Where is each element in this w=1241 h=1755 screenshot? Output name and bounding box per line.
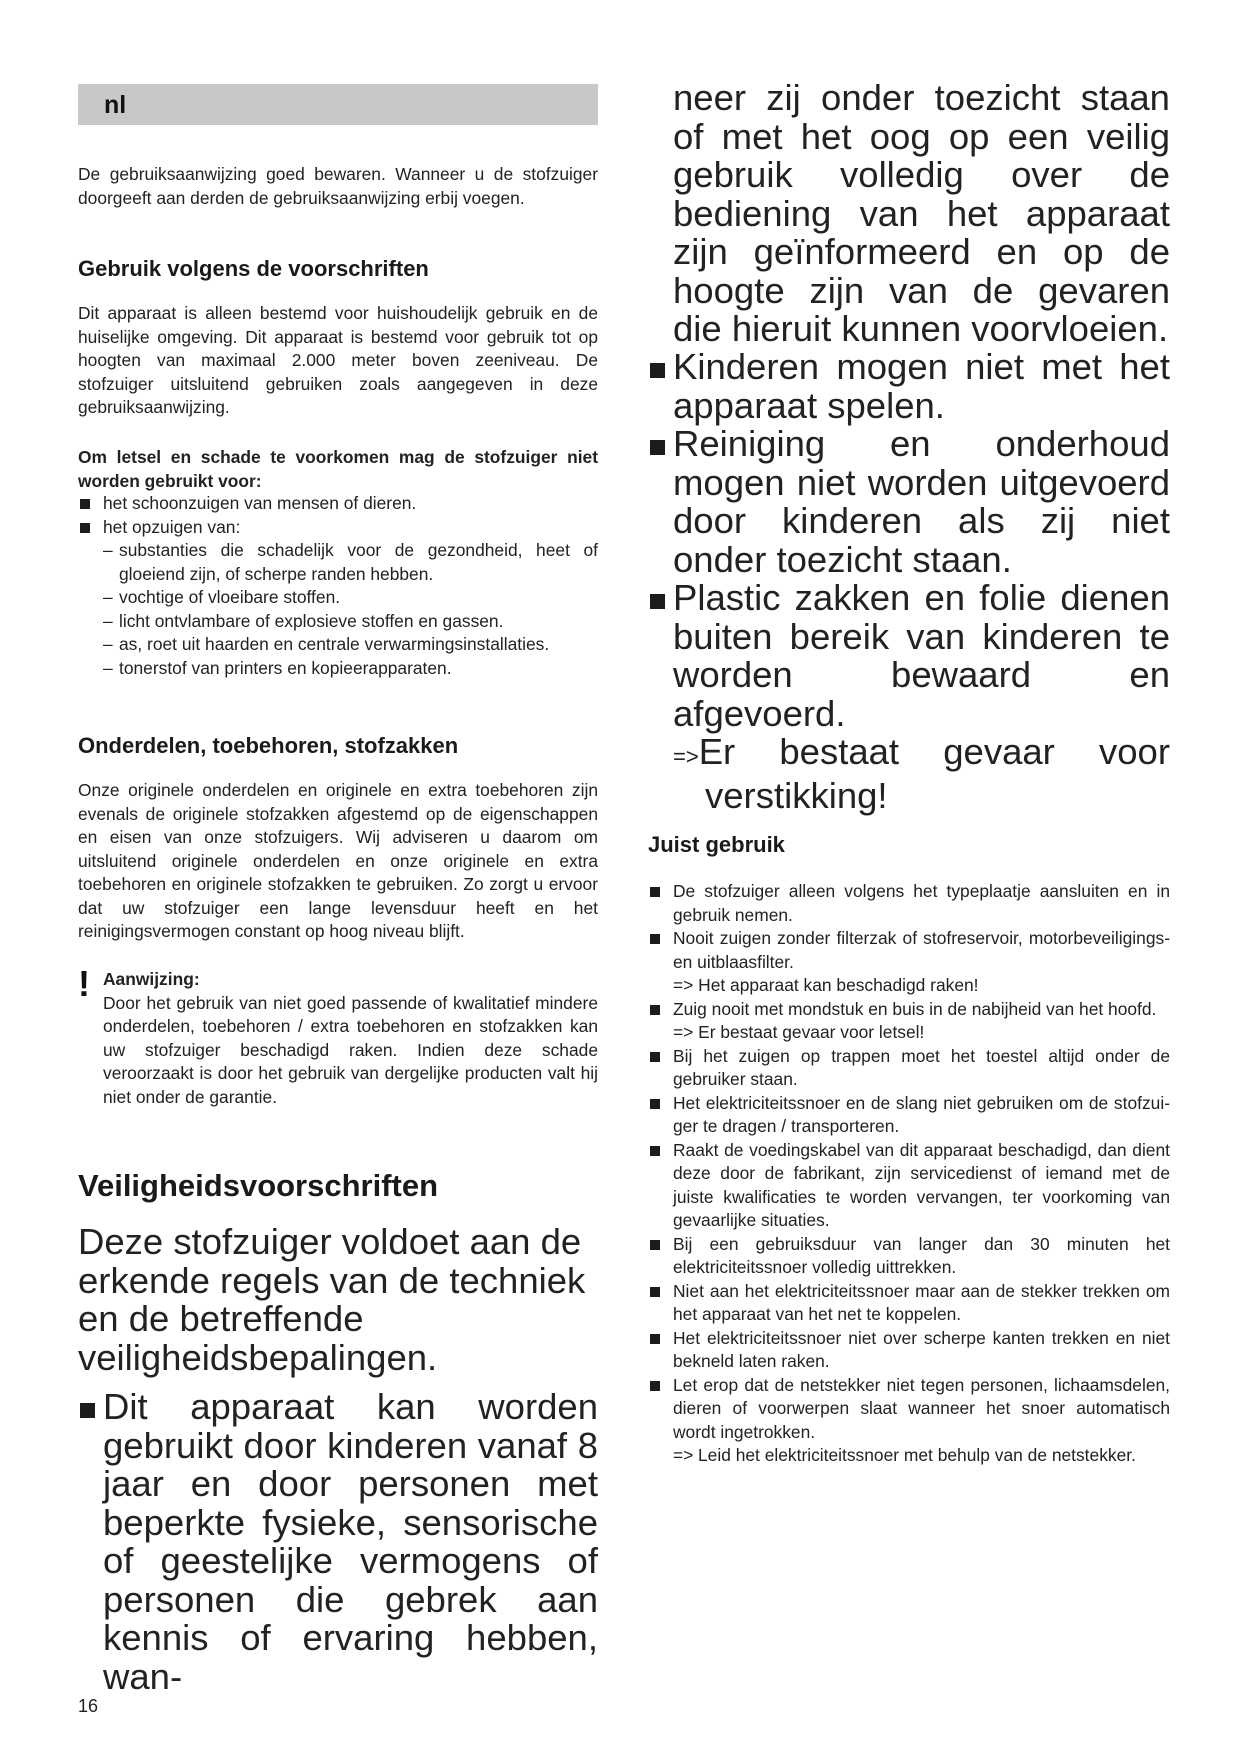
- list-item: Plastic zakken en folie dienen buiten bereik van kinderen te worden bewaard en afgevoerd.: [648, 579, 1170, 733]
- sub-list-item: – as, roet uit haarden en centrale verwarmingsinstallaties.: [103, 633, 598, 657]
- bullet-square-icon: [650, 887, 660, 897]
- note-body: Door het gebruik van niet goed passende of kwalitatief mindere onderdelen, toebehoren / extra toebehoren en stofzakken kan uw stofzuiger beschadigd raken. Indien deze schade veroorzaakt is door het gebruik van dergelijke producten valt hij niet onder de garantie.: [103, 992, 598, 1107]
- list-item: het schoonzuigen van mensen of dieren.: [78, 492, 598, 516]
- page-number: 16: [78, 1696, 99, 1716]
- use-body: Dit apparaat is alleen bestemd voor huishoudelijk gebruik en de huiselijke omgeving. Dit apparaat is bestemd voor gebruik tot op hoogten van maximaal 2.000 meter boven zeeniveau. De stofzuiger uitsluitend gebruiken zoals aangegeven in deze gebruiksaanwijzing.: [78, 303, 598, 417]
- list-item: Bij het zuigen op trappen moet het toestel altijd onder de gebruiker staan.: [648, 1045, 1170, 1092]
- arrow-icon: =>: [673, 1445, 694, 1465]
- list-item: Nooit zuigen zonder filterzak of stofreservoir, motorbeveiligings- en uitblaasfilter.: [648, 927, 1170, 974]
- correct-use-list: [648, 880, 1170, 1468]
- intro-text: De gebruiksaanwijzing goed bewaren. Wanneer u de stofzuiger doorgeeft aan derden de gebruiksaanwijzing erbij voegen.: [78, 164, 598, 208]
- section-title-parts: Onderdelen, toebehoren, stofzakken: [78, 733, 459, 758]
- bullet-square-icon: [80, 523, 90, 533]
- bullet-square-icon: [650, 1099, 660, 1109]
- list-item: Let erop dat de netstekker niet tegen personen, lichaamsdelen, dieren of voorwerpen slaat wanneer het snoer automatisch wordt ingetrokken.: [648, 1374, 1170, 1445]
- bullet-square-icon: [650, 1052, 660, 1062]
- bullet-square-icon: [80, 1403, 95, 1418]
- list-item: Zuig nooit met mondstuk en buis in de nabijheid van het hoofd.: [648, 998, 1170, 1022]
- bullet-square-icon: [650, 1146, 660, 1156]
- use-warning-intro: Om letsel en schade te voorkomen mag de stofzuiger niet worden gebruikt voor:: [78, 447, 598, 491]
- bullet-square-icon: [650, 363, 665, 378]
- section-title-correct-use: Juist gebruik: [648, 832, 785, 857]
- exclamation-icon: !: [78, 963, 90, 1004]
- bullet-square-icon: [650, 594, 665, 609]
- bullet-square-icon: [650, 934, 660, 944]
- section-title-safety: Veiligheidsvoorschriften: [78, 1168, 439, 1203]
- use-list: [78, 492, 598, 680]
- warning-line: => Er bestaat gevaar voor letsel!: [673, 1022, 925, 1042]
- list-item: Dit apparaat kan worden gebruikt door kinderen vanaf 8 jaar en door personen met beperkte fysieke, sensorische of geestelijke vermogens of personen die gebrek aan kennis of ervaring hebben, wan-: [78, 1388, 598, 1696]
- safety-item1-continued: neer zij onder toezicht staan of met het oog op een veilig gebruik volledig over de bediening van het apparaat zijn geïnformeerd en op de hoogte zijn van de gevaren die hieruit kunnen voorvloeien.: [673, 77, 1170, 349]
- bullet-square-icon: [650, 1334, 660, 1344]
- suffocation-warning: =>Er bestaat gevaar voor verstikking!: [673, 731, 1170, 816]
- note-block: [78, 963, 598, 1109]
- list-item: Bij een gebruiksduur van langer dan 30 minuten het elektriciteitssnoer volledig uittrekken.: [648, 1233, 1170, 1280]
- safety-lead: Deze stofzuiger voldoet aan de erkende regels van de techniek en de betreffende veiligheidsbepalingen.: [78, 1221, 586, 1378]
- sub-list-item: – licht ontvlambare of explosieve stoffen en gassen.: [103, 610, 598, 634]
- list-item: Raakt de voedingskabel van dit apparaat beschadigd, dan dient deze door de fabrikant, zijn servicedienst of iemand met de juiste kwalificaties te worden vervangen, ter voorkoming van gevaarlijke situaties.: [648, 1139, 1170, 1233]
- list-item: De stofzuiger alleen volgens het typeplaatje aansluiten en in gebruik nemen.: [648, 880, 1170, 927]
- section-title-use: Gebruik volgens de voorschriften: [78, 256, 429, 281]
- warning-line: => Leid het elektriciteitssnoer met behulp van de netstekker.: [648, 1444, 1170, 1468]
- bullet-square-icon: [650, 1381, 660, 1391]
- safety-list-right: [648, 348, 1170, 815]
- sub-list-item: – substanties die schadelijk voor de gezondheid, heet of gloeiend zijn, of scherpe randen hebben.: [103, 539, 598, 586]
- bullet-square-icon: [80, 499, 90, 509]
- bullet-square-icon: [650, 440, 665, 455]
- list-item: het opzuigen van:: [78, 516, 598, 540]
- list-item: Reiniging en onderhoud mogen niet worden uitgevoerd door kinderen als zij niet onder toezicht staan.: [648, 425, 1170, 579]
- parts-body: Onze originele onderdelen en originele en extra toebehoren zijn evenals de originele stofzakken afgestemd op de eigenschappen en eisen van onze stofzuigers. Wij adviseren u daarom om uitsluitend originele onderdelen en onze originele en extra toebehoren en originele stofzakken te gebruiken. Zo zorgt u ervoor dat uw stofzuiger een lange levensduur heeft en het reinigingsvermogen constant op hoog niveau blijft.: [78, 780, 598, 941]
- warning-line: => Het apparaat kan beschadigd raken!: [673, 975, 979, 995]
- left-column: [78, 0, 598, 1697]
- sub-list-item: – tonerstof van printers en kopieerapparaten.: [103, 657, 598, 681]
- list-item: Het elektriciteitssnoer niet over scherpe kanten trekken en niet bekneld laten raken.: [648, 1327, 1170, 1374]
- sub-list-item: – vochtige of vloeibare stoffen.: [103, 586, 598, 610]
- bullet-square-icon: [650, 1287, 660, 1297]
- list-item: Niet aan het elektriciteitssnoer maar aan de stekker trekken om het apparaat van het net te koppelen.: [648, 1280, 1170, 1327]
- safety-list-left: [78, 1388, 598, 1696]
- list-item: Het elektriciteitssnoer en de slang niet gebruiken om de stofzui-ger te dragen / transporteren.: [648, 1092, 1170, 1139]
- bullet-square-icon: [650, 1240, 660, 1250]
- list-item: Kinderen mogen niet met het apparaat spelen.: [648, 348, 1170, 425]
- language-code: nl: [104, 91, 127, 119]
- bullet-square-icon: [650, 1005, 660, 1015]
- arrow-icon: =>: [673, 744, 699, 769]
- note-title: Aanwijzing:: [103, 969, 200, 989]
